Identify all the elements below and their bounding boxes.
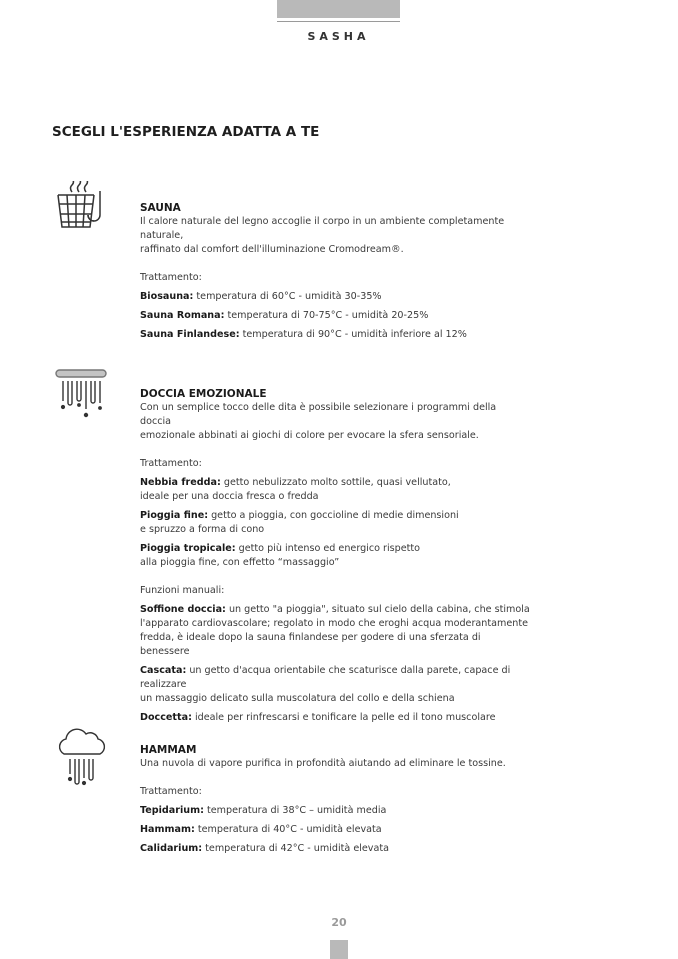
page-number: 20 <box>331 916 347 929</box>
list-item: Biosauna: temperatura di 60°C - umidità 30-35% <box>140 291 382 302</box>
list-item: Soffione doccia: un getto "a pioggia", situato sul cielo della cabina, che stimola l'apparato cardiovascolare; regolato in modo che eroghi acqua moderantamente fredda, è ideale dopo la sauna finlandese per godere di una sferzata di benessere <box>140 604 530 657</box>
shower-icon <box>55 369 109 421</box>
steam-cloud-icon <box>55 726 109 790</box>
hammam-title: HAMMAM <box>140 744 197 756</box>
section-sauna <box>140 201 530 347</box>
section-hammam <box>140 743 530 861</box>
hammam-intro: Una nuvola di vapore purifica in profondità aiutando ad eliminare le tossine. <box>140 758 506 769</box>
sauna-intro: Il calore naturale del legno accoglie il corpo in un ambiente completamente naturale, <box>140 216 505 241</box>
hammam-treatment-label: Trattamento: <box>140 786 202 797</box>
list-item: Nebbia fredda: getto nebulizzato molto sottile, quasi vellutato, ideale per una doccia fresca o fredda <box>140 477 451 502</box>
section-doccia <box>140 387 530 730</box>
doccia-title: DOCCIA EMOZIONALE <box>140 388 267 400</box>
sauna-bucket-icon <box>54 181 110 231</box>
footer-decoration-bar <box>330 940 348 959</box>
list-item: Tepidarium: temperatura di 38°C – umidità media <box>140 805 387 816</box>
header-decoration-bar <box>277 0 400 18</box>
doccia-manual-label: Funzioni manuali: <box>140 585 225 596</box>
doccia-treatment-label: Trattamento: <box>140 458 202 469</box>
list-item: Doccetta: ideale per rinfrescarsi e tonificare la pelle ed il tono muscolare <box>140 712 496 723</box>
list-item: Cascata: un getto d'acqua orientabile che scaturisce dalla parete, capace di realizzare un massaggio delicato sulla muscolatura del collo e della schiena <box>140 665 511 704</box>
brand-name: SASHA <box>307 30 370 43</box>
sauna-title: SAUNA <box>140 202 181 214</box>
list-item: Calidarium: temperatura di 42°C - umidità elevata <box>140 843 389 854</box>
list-item: Sauna Romana: temperatura di 70-75°C - umidità 20-25% <box>140 310 429 321</box>
list-item: Pioggia fine: getto a pioggia, con goccioline di medie dimensioni e spruzzo a forma di cono <box>140 510 459 535</box>
sauna-intro-2: raffinato dal comfort dell'illuminazione Cromodream®. <box>140 244 404 255</box>
header-divider <box>277 21 400 22</box>
list-item: Sauna Finlandese: temperatura di 90°C - umidità inferiore al 12% <box>140 329 467 340</box>
list-item: Hammam: temperatura di 40°C - umidità elevata <box>140 824 382 835</box>
sauna-treatment-label: Trattamento: <box>140 272 202 283</box>
doccia-intro: Con un semplice tocco delle dita è possibile selezionare i programmi della doccia <box>140 402 497 427</box>
doccia-intro-2: emozionale abbinati ai giochi di colore per evocare la sfera sensoriale. <box>140 430 479 441</box>
list-item: Pioggia tropicale: getto più intenso ed energico rispetto alla pioggia fine, con effetto “massaggio” <box>140 543 421 568</box>
page-title: SCEGLI L'ESPERIENZA ADATTA A TE <box>52 124 320 140</box>
